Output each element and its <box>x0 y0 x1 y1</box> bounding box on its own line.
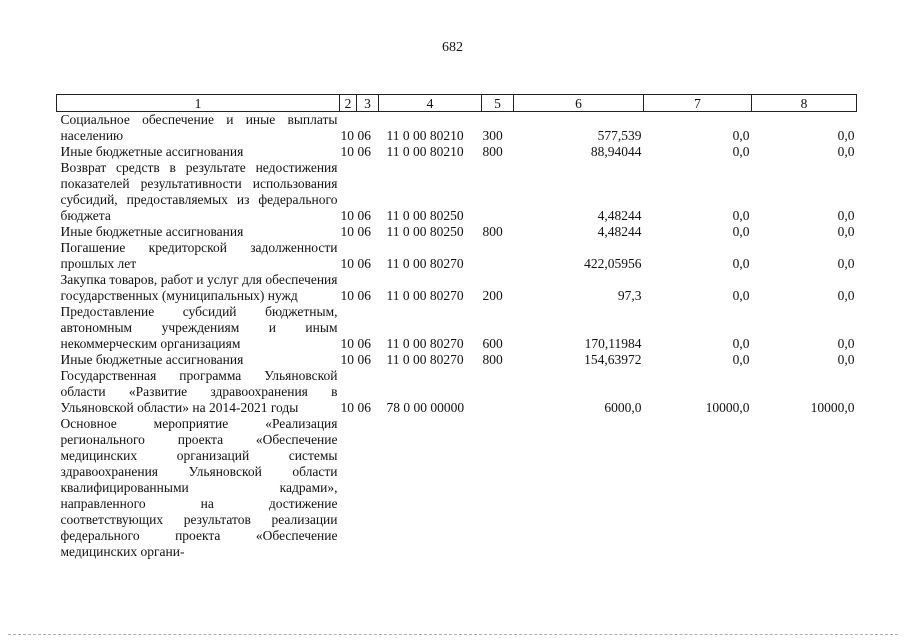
budget-table <box>56 94 857 560</box>
row-amount-3: 0,0 <box>837 144 855 159</box>
row-target-article: 11 0 00 80210 <box>386 144 464 159</box>
row-expense-type: 200 <box>482 288 503 303</box>
row-amount-2: 0,0 <box>732 128 750 143</box>
row-amount-1: 6000,0 <box>604 400 642 415</box>
row-subsection: 06 <box>357 400 371 415</box>
row-expense-type <box>482 240 514 272</box>
row-amount-3: 0,0 <box>837 128 855 143</box>
row-amount-1: 4,48244 <box>597 208 642 223</box>
row-expense-type: 600 <box>482 336 503 351</box>
row-section: 10 <box>340 336 354 351</box>
row-section: 10 <box>340 256 354 271</box>
row-amount-2: 0,0 <box>732 352 750 367</box>
row-subsection: 06 <box>357 352 371 367</box>
row-subsection: 06 <box>357 224 371 239</box>
row-section: 10 <box>340 224 354 239</box>
row-amount-2: 0,0 <box>732 336 750 351</box>
row-name: Иные бюджетные ассигнования <box>60 144 244 159</box>
row-amount-1: 97,3 <box>617 288 642 303</box>
row-target-article: 11 0 00 80270 <box>386 256 464 271</box>
row-name: Социальное обеспечение и иные выплаты населению <box>60 112 338 143</box>
row-amount-3 <box>752 416 857 560</box>
table-row <box>57 272 857 304</box>
row-amount-3: 0,0 <box>837 336 855 351</box>
header-col-3: 3 <box>357 95 379 112</box>
row-amount-2: 10000,0 <box>705 400 750 415</box>
table-row <box>57 368 857 416</box>
row-amount-1: 577,539 <box>597 128 642 143</box>
row-target-article: 78 0 00 00000 <box>386 400 465 415</box>
row-expense-type: 800 <box>482 144 503 159</box>
row-expense-type <box>482 160 514 224</box>
page-bottom-rule <box>8 634 898 635</box>
row-name: Закупка товаров, работ и услуг для обеспечения государственных (муниципальных) нужд <box>60 272 338 303</box>
row-amount-2: 0,0 <box>732 208 750 223</box>
row-expense-type: 800 <box>482 352 503 367</box>
row-subsection: 06 <box>357 256 371 271</box>
row-amount-1: 88,94044 <box>590 144 642 159</box>
row-section: 10 <box>340 288 354 303</box>
table-row <box>57 416 857 560</box>
row-target-article: 11 0 00 80270 <box>386 336 464 351</box>
table-row <box>57 304 857 352</box>
row-section: 10 <box>340 400 354 415</box>
row-section: 10 <box>340 352 354 367</box>
row-name: Государственная программа Ульяновской области «Развитие здравоохранения в Ульяновской области» на 2014-2021 годы <box>60 368 338 415</box>
row-amount-2 <box>644 416 752 560</box>
page-number: 682 <box>442 40 463 55</box>
row-subsection: 06 <box>357 144 371 159</box>
row-amount-2: 0,0 <box>732 288 750 303</box>
row-name: Иные бюджетные ассигнования <box>60 224 244 239</box>
row-amount-1: 154,63972 <box>584 352 642 367</box>
row-amount-3: 10000,0 <box>810 400 855 415</box>
table-row <box>57 240 857 272</box>
row-target-article: 11 0 00 80210 <box>386 128 464 143</box>
table-row <box>57 224 857 240</box>
row-target-article: 11 0 00 80270 <box>386 288 464 303</box>
row-amount-3: 0,0 <box>837 256 855 271</box>
row-name: Основное мероприятие «Реализация регионального проекта «Обеспечение медицинских организаций системы здравоохранения Ульяновской области квалифицированными кадрами», направленного на достижение соответствующих результатов реализации федерального проекта «Обеспечение медицинских органи- <box>60 416 338 559</box>
row-section: 10 <box>340 128 354 143</box>
row-amount-3: 0,0 <box>837 288 855 303</box>
row-expense-type: 300 <box>482 128 503 143</box>
row-subsection <box>357 416 379 560</box>
row-amount-1: 4,48244 <box>597 224 642 239</box>
row-target-article: 11 0 00 80250 <box>386 208 464 223</box>
row-amount-1: 170,11984 <box>584 336 642 351</box>
row-amount-1: 422,05956 <box>584 256 642 271</box>
header-col-4: 4 <box>379 95 482 112</box>
header-col-8: 8 <box>752 95 857 112</box>
header-col-1: 1 <box>57 95 340 112</box>
header-col-6: 6 <box>514 95 644 112</box>
row-amount-3: 0,0 <box>837 208 855 223</box>
row-target-article <box>379 416 482 560</box>
row-expense-type <box>482 416 514 560</box>
header-col-5: 5 <box>482 95 514 112</box>
row-amount-2: 0,0 <box>732 256 750 271</box>
row-name: Погашение кредиторской задолженности прошлых лет <box>60 240 338 271</box>
row-target-article: 11 0 00 80250 <box>386 224 464 239</box>
table-row <box>57 112 857 145</box>
header-col-2: 2 <box>340 95 357 112</box>
row-name: Возврат средств в результате недостижения показателей результативности использования субсидий, предоставляемых из федерального бюджета <box>60 160 338 223</box>
header-col-7: 7 <box>644 95 752 112</box>
row-name: Иные бюджетные ассигнования <box>60 352 244 367</box>
row-name: Предоставление субсидий бюджетным, автономным учреждениям и иным некоммерческим организациям <box>60 304 338 351</box>
row-amount-2: 0,0 <box>732 224 750 239</box>
row-amount-3: 0,0 <box>837 352 855 367</box>
row-amount-1 <box>514 416 644 560</box>
row-subsection: 06 <box>357 288 371 303</box>
table-row <box>57 144 857 160</box>
row-expense-type: 800 <box>482 224 503 239</box>
table-row <box>57 160 857 224</box>
row-section: 10 <box>340 144 354 159</box>
table-row <box>57 352 857 368</box>
row-target-article: 11 0 00 80270 <box>386 352 464 367</box>
row-amount-2: 0,0 <box>732 144 750 159</box>
row-subsection: 06 <box>357 128 371 143</box>
table-header-row <box>57 95 857 112</box>
row-subsection: 06 <box>357 208 371 223</box>
row-section <box>340 416 357 560</box>
row-expense-type <box>482 368 514 416</box>
row-amount-3: 0,0 <box>837 224 855 239</box>
row-subsection: 06 <box>357 336 371 351</box>
row-section: 10 <box>340 208 354 223</box>
